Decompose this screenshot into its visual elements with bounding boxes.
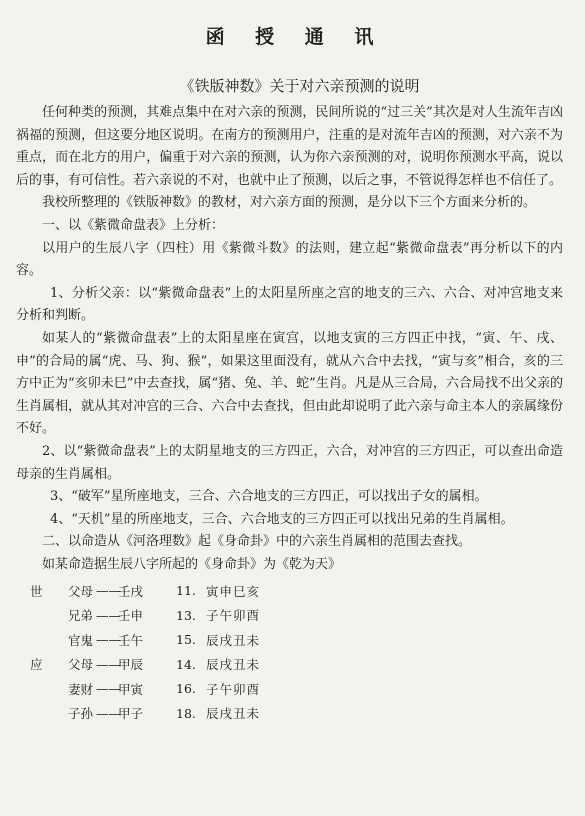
hexagram-line: [16, 578, 563, 603]
line-relative: 父母: [68, 657, 94, 673]
paragraph-method: 以用户的生辰八字（四柱）用《紫微斗数》的法则，建立起“紫微命盘表”再分析以下的内容。: [16, 240, 563, 279]
paragraph-textbook: 我校所整理的《铁版神数》的教材，对六亲方面的预测，是分以下三个方面来分析的。: [42, 195, 537, 211]
line-marker: 世: [30, 583, 43, 599]
line-stem-branch: 甲辰: [118, 657, 144, 673]
line-stem-branch: 甲子: [118, 706, 144, 722]
line-relative: 官鬼: [68, 632, 94, 648]
line-branch-group: 子午卯酉: [206, 608, 261, 624]
line-dash: ——: [96, 583, 121, 599]
hexagram-line: [16, 701, 563, 726]
paragraph-siblings: 4、“天机”星的所座地支，三合、六合地支的三方四正可以找出兄弟的生肖属相。: [50, 511, 514, 527]
line-branch-group: 辰戌丑未: [206, 657, 261, 673]
hexagram-table: [16, 578, 563, 725]
line-branch-group: 辰戌丑未: [206, 632, 261, 648]
page-header: 函 授 通 讯: [205, 26, 386, 48]
paragraph-intro: 任何种类的预测，其难点集中在对六亲的预测，民间所说的“过三关”其次是对人生流年吉凶祸福的预测，但这要分地区说明。在南方的预测用户，注重的是对流年吉凶的预测，对六亲不为重点，而在北方的用户，偏重于对六亲的预测，认为你六亲预测的对，说明你预测水平高，说以后的事，有可信性。若六亲说的不对，也就中止了预测，以后之事，不管说得怎样也不信任了。: [16, 105, 563, 188]
hexagram-line: [16, 652, 563, 677]
line-stem-branch: 甲寅: [118, 681, 144, 697]
line-dash: ——: [96, 705, 121, 721]
line-stem-branch: 壬戌: [118, 583, 144, 599]
line-relative: 妻财: [68, 681, 94, 697]
paragraph-children: 3、“破军”星所座地支，三合、六合地支的三方四正，可以找出子女的属相。: [50, 489, 488, 505]
line-number: 14.: [176, 656, 196, 672]
paragraph-mother: 2、以“紫微命盘表”上的太阴星地支的三方四正，六合，对冲宫的三方四正，可以查出命造母亲的生肖属相。: [16, 443, 563, 482]
line-dash: ——: [96, 681, 121, 697]
line-marker: 应: [30, 657, 43, 673]
article-title: 《铁版神数》关于对六亲预测的说明: [179, 77, 420, 95]
line-number: 16.: [176, 681, 196, 697]
line-number: 18.: [176, 705, 196, 721]
line-relative: 兄弟: [68, 608, 94, 624]
hexagram-line: [16, 603, 563, 628]
line-relative: 父母: [68, 583, 94, 599]
section-heading-2: 二、以命造从《河洛理数》起《身命卦》中的六亲生肖属相的范围去查找。: [42, 534, 472, 550]
line-number: 15.: [176, 632, 196, 648]
line-dash: ——: [96, 656, 121, 672]
line-stem-branch: 壬申: [118, 608, 144, 624]
paragraph-father: 1、分析父亲：以“紫微命盘表”上的太阳星所座之宫的地支的三六、六合、对冲宫地支来分析和判断。: [16, 285, 563, 324]
line-number: 13.: [176, 607, 196, 623]
line-branch-group: 子午卯酉: [206, 681, 261, 697]
paragraph-hexagram-intro: 如某命造据生辰八字所起的《身命卦》为《乾为天》: [42, 556, 342, 572]
line-branch-group: 寅申巳亥: [206, 583, 261, 599]
paragraph-example: 如某人的“紫微命盘表”上的太阳星座在寅宫，以地支寅的三方四正中找，“寅、午、戌、申”的合局的属“虎、马、狗、猴”，如果这里面没有，就从六合中去找，“寅与亥”相合，亥的三方中正为“亥卯未巳”中去查找，属“猪、兔、羊、蛇”生肖。凡是从三合局，六合局找不出父亲的生肖属相，就从其对冲宫的三合、六合中去查找，但由此却说明了此六亲与命主本人的亲属缘份不好。: [16, 330, 563, 437]
line-relative: 子孙: [68, 706, 94, 722]
line-stem-branch: 壬午: [118, 632, 144, 648]
hexagram-line: [16, 627, 563, 652]
line-number: 11.: [176, 583, 196, 599]
line-branch-group: 辰戌丑未: [206, 706, 261, 722]
line-dash: ——: [96, 607, 121, 623]
section-heading-1: 一、以《紫微命盘表》上分析：: [42, 217, 225, 233]
hexagram-line: [16, 676, 563, 701]
line-dash: ——: [96, 632, 121, 648]
